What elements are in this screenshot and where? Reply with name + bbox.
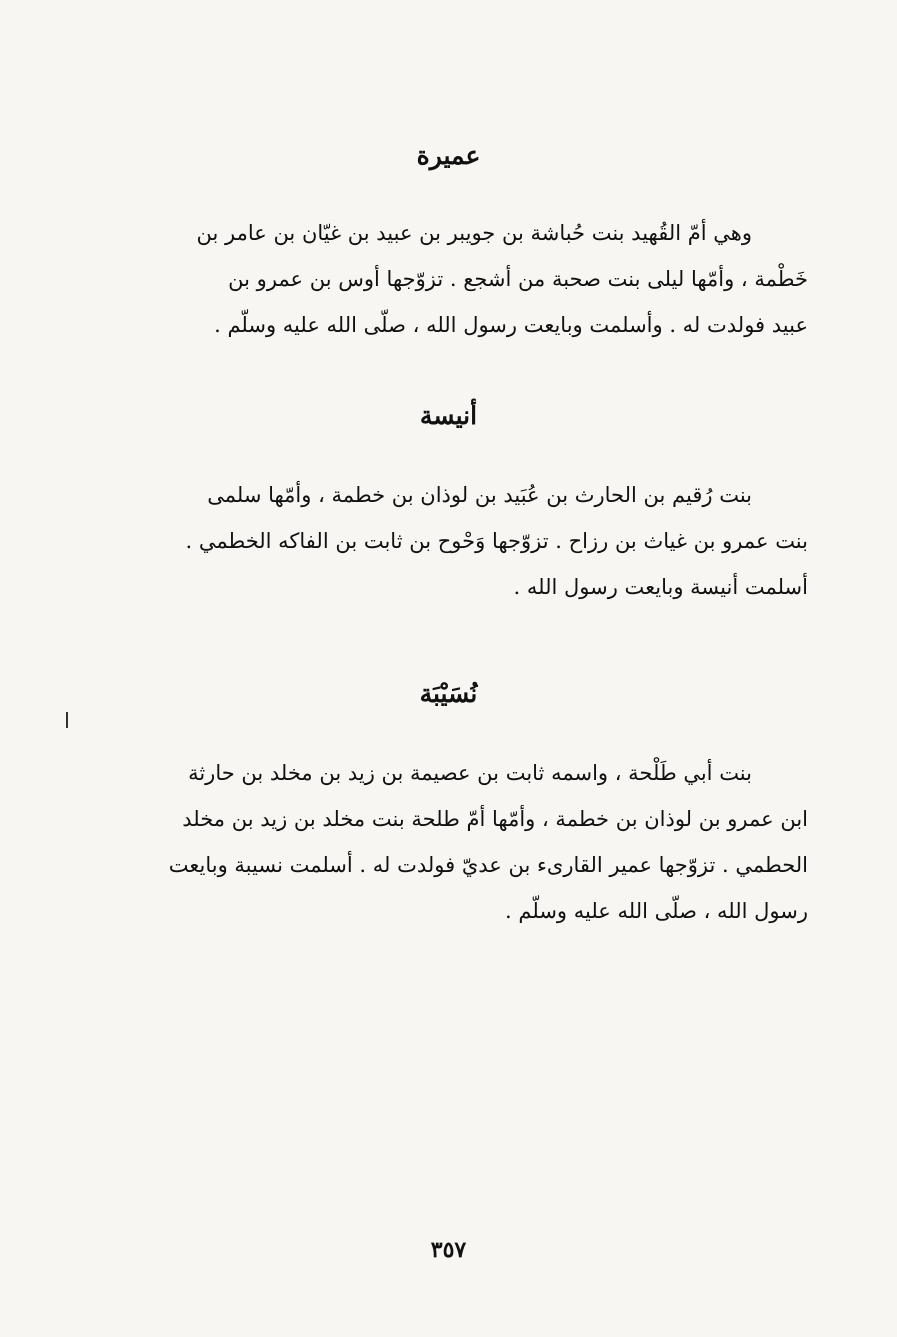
page-number: ٣٥٧ [430,1237,467,1263]
text-line: بنت أبي طَلْحة ، واسمه ثابت بن عصيمة بن زيد بن مخلد بن حارثة [188,761,752,785]
text-line: بنت رُقيم بن الحارث بن عُبَيد بن لوذان بن خطمة ، وأمّها سلمى [207,483,752,507]
text-line: عبيد فولدت له . وأسلمت وبايعت رسول الله ، صلّى الله عليه وسلّم . [214,313,808,337]
text-line: أسلمت أنيسة وبايعت رسول الله . [513,575,808,599]
section-body-nusayba [84,750,808,934]
text-line: رسول الله ، صلّى الله عليه وسلّم . [505,899,808,923]
section-title-umayra: عميرة [416,141,481,170]
section-title-unaysa: أنيسة [419,401,478,430]
text-line: الحطمي . تزوّجها عمير القارىء بن عديّ فولدت له . أسلمت نسيبة وبايعت [168,853,808,877]
margin-mark [66,712,68,728]
text-line: ابن عمرو بن لوذان بن خطمة ، وأمّها أمّ طلحة بنت مخلد بن زيد بن مخلد [182,807,808,831]
text-line: بنت عمرو بن غياث بن رزاح . تزوّجها وَحْوح بن ثابت بن الفاكه الخطمي . [185,529,808,553]
section-body-unaysa [84,472,808,610]
text-line: خَطْمة ، وأمّها ليلى بنت صحبة من أشجع . تزوّجها أوس بن عمرو بن [228,267,808,291]
section-body-umayra [84,210,808,348]
section-title-nusayba: نُسَيْبَة [419,679,478,708]
text-line: وهي أمّ القُهيد بنت حُباشة بن جويبر بن عبيد بن غيّان بن عامر بن [196,221,752,245]
